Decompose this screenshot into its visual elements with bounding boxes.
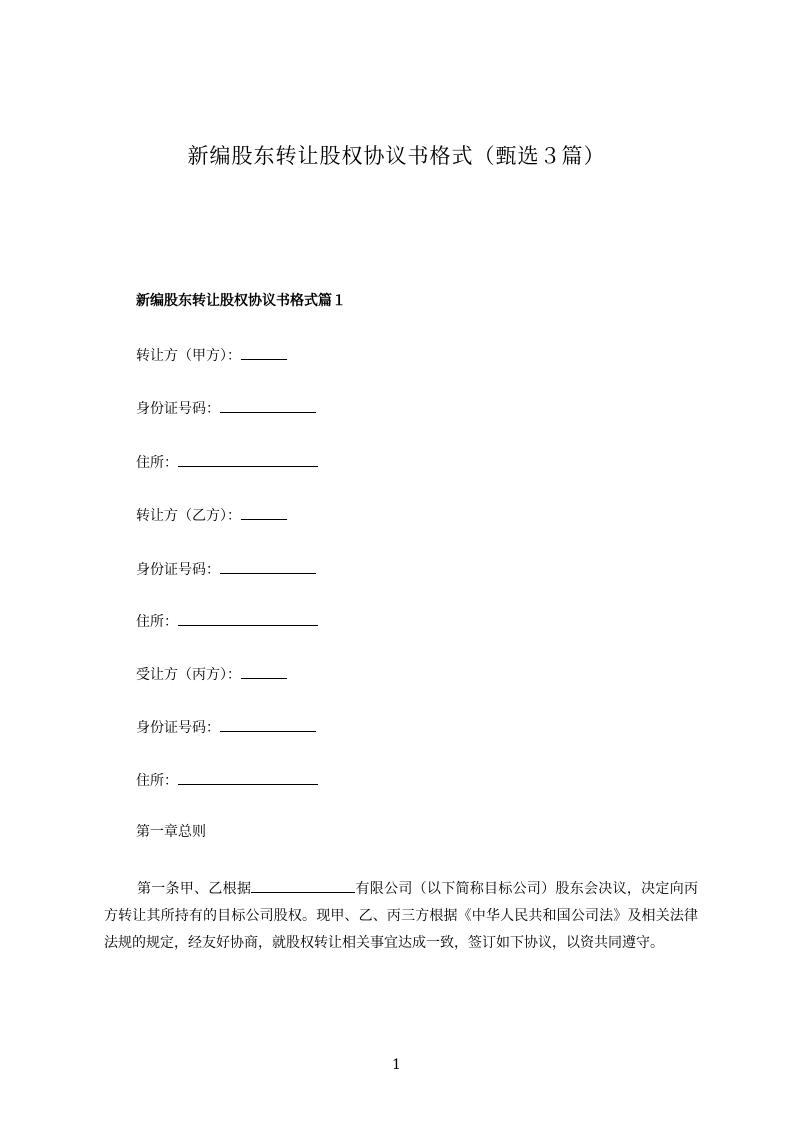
party-c-address-label: 住所： xyxy=(136,773,178,789)
party-a-id-label: 身份证号码： xyxy=(136,401,220,417)
party-c-blank xyxy=(241,664,287,679)
party-c-label: 受让方（丙方）： xyxy=(136,667,241,683)
party-c-id-label: 身份证号码： xyxy=(136,720,220,736)
article-1-text-start: 第一条甲、乙根据 xyxy=(137,881,252,897)
article-1-text-end: 有限公司（以下简称目标公司）股东会决议，决定向丙方转让其所持有的目标公司股权。现甲、乙、丙三方根据《中华人民共和国公司法》及相关法律法规的规定，经友好协商，就股权转让相关事宜达成一致，签订如下协议，以资共同遵守。 xyxy=(104,881,698,951)
party-a-label: 转让方（甲方）： xyxy=(136,348,241,364)
party-a-address-blank xyxy=(178,452,318,467)
party-b-blank xyxy=(241,505,287,520)
party-c-field xyxy=(136,664,287,685)
party-c-address-field xyxy=(136,770,318,791)
party-a-id-field xyxy=(136,398,316,419)
party-a-blank xyxy=(241,345,287,360)
chapter-title: 第一章总则 xyxy=(136,824,206,840)
party-b-address-field xyxy=(136,611,318,632)
party-b-address-blank xyxy=(178,611,318,626)
party-a-id-blank xyxy=(220,398,316,413)
party-c-id-field xyxy=(136,717,316,738)
party-a-address-label: 住所： xyxy=(136,455,178,471)
page-number: 1 xyxy=(392,1057,401,1073)
party-b-address-label: 住所： xyxy=(136,614,178,630)
party-b-id-field xyxy=(136,559,316,580)
party-b-id-blank xyxy=(220,559,316,574)
party-c-address-blank xyxy=(178,770,318,785)
company-name-blank xyxy=(251,878,355,893)
section-heading: 新编股东转让股权协议书格式篇１ xyxy=(136,293,346,309)
article-1-paragraph xyxy=(104,876,698,957)
party-b-label: 转让方（乙方）： xyxy=(136,508,241,524)
party-b-field xyxy=(136,505,287,526)
party-a-address-field xyxy=(136,452,318,473)
document-title: 新编股东转让股权协议书格式（甄选３篇） xyxy=(187,144,606,168)
party-b-id-label: 身份证号码： xyxy=(136,562,220,578)
party-a-field xyxy=(136,345,287,366)
party-c-id-blank xyxy=(220,717,316,732)
